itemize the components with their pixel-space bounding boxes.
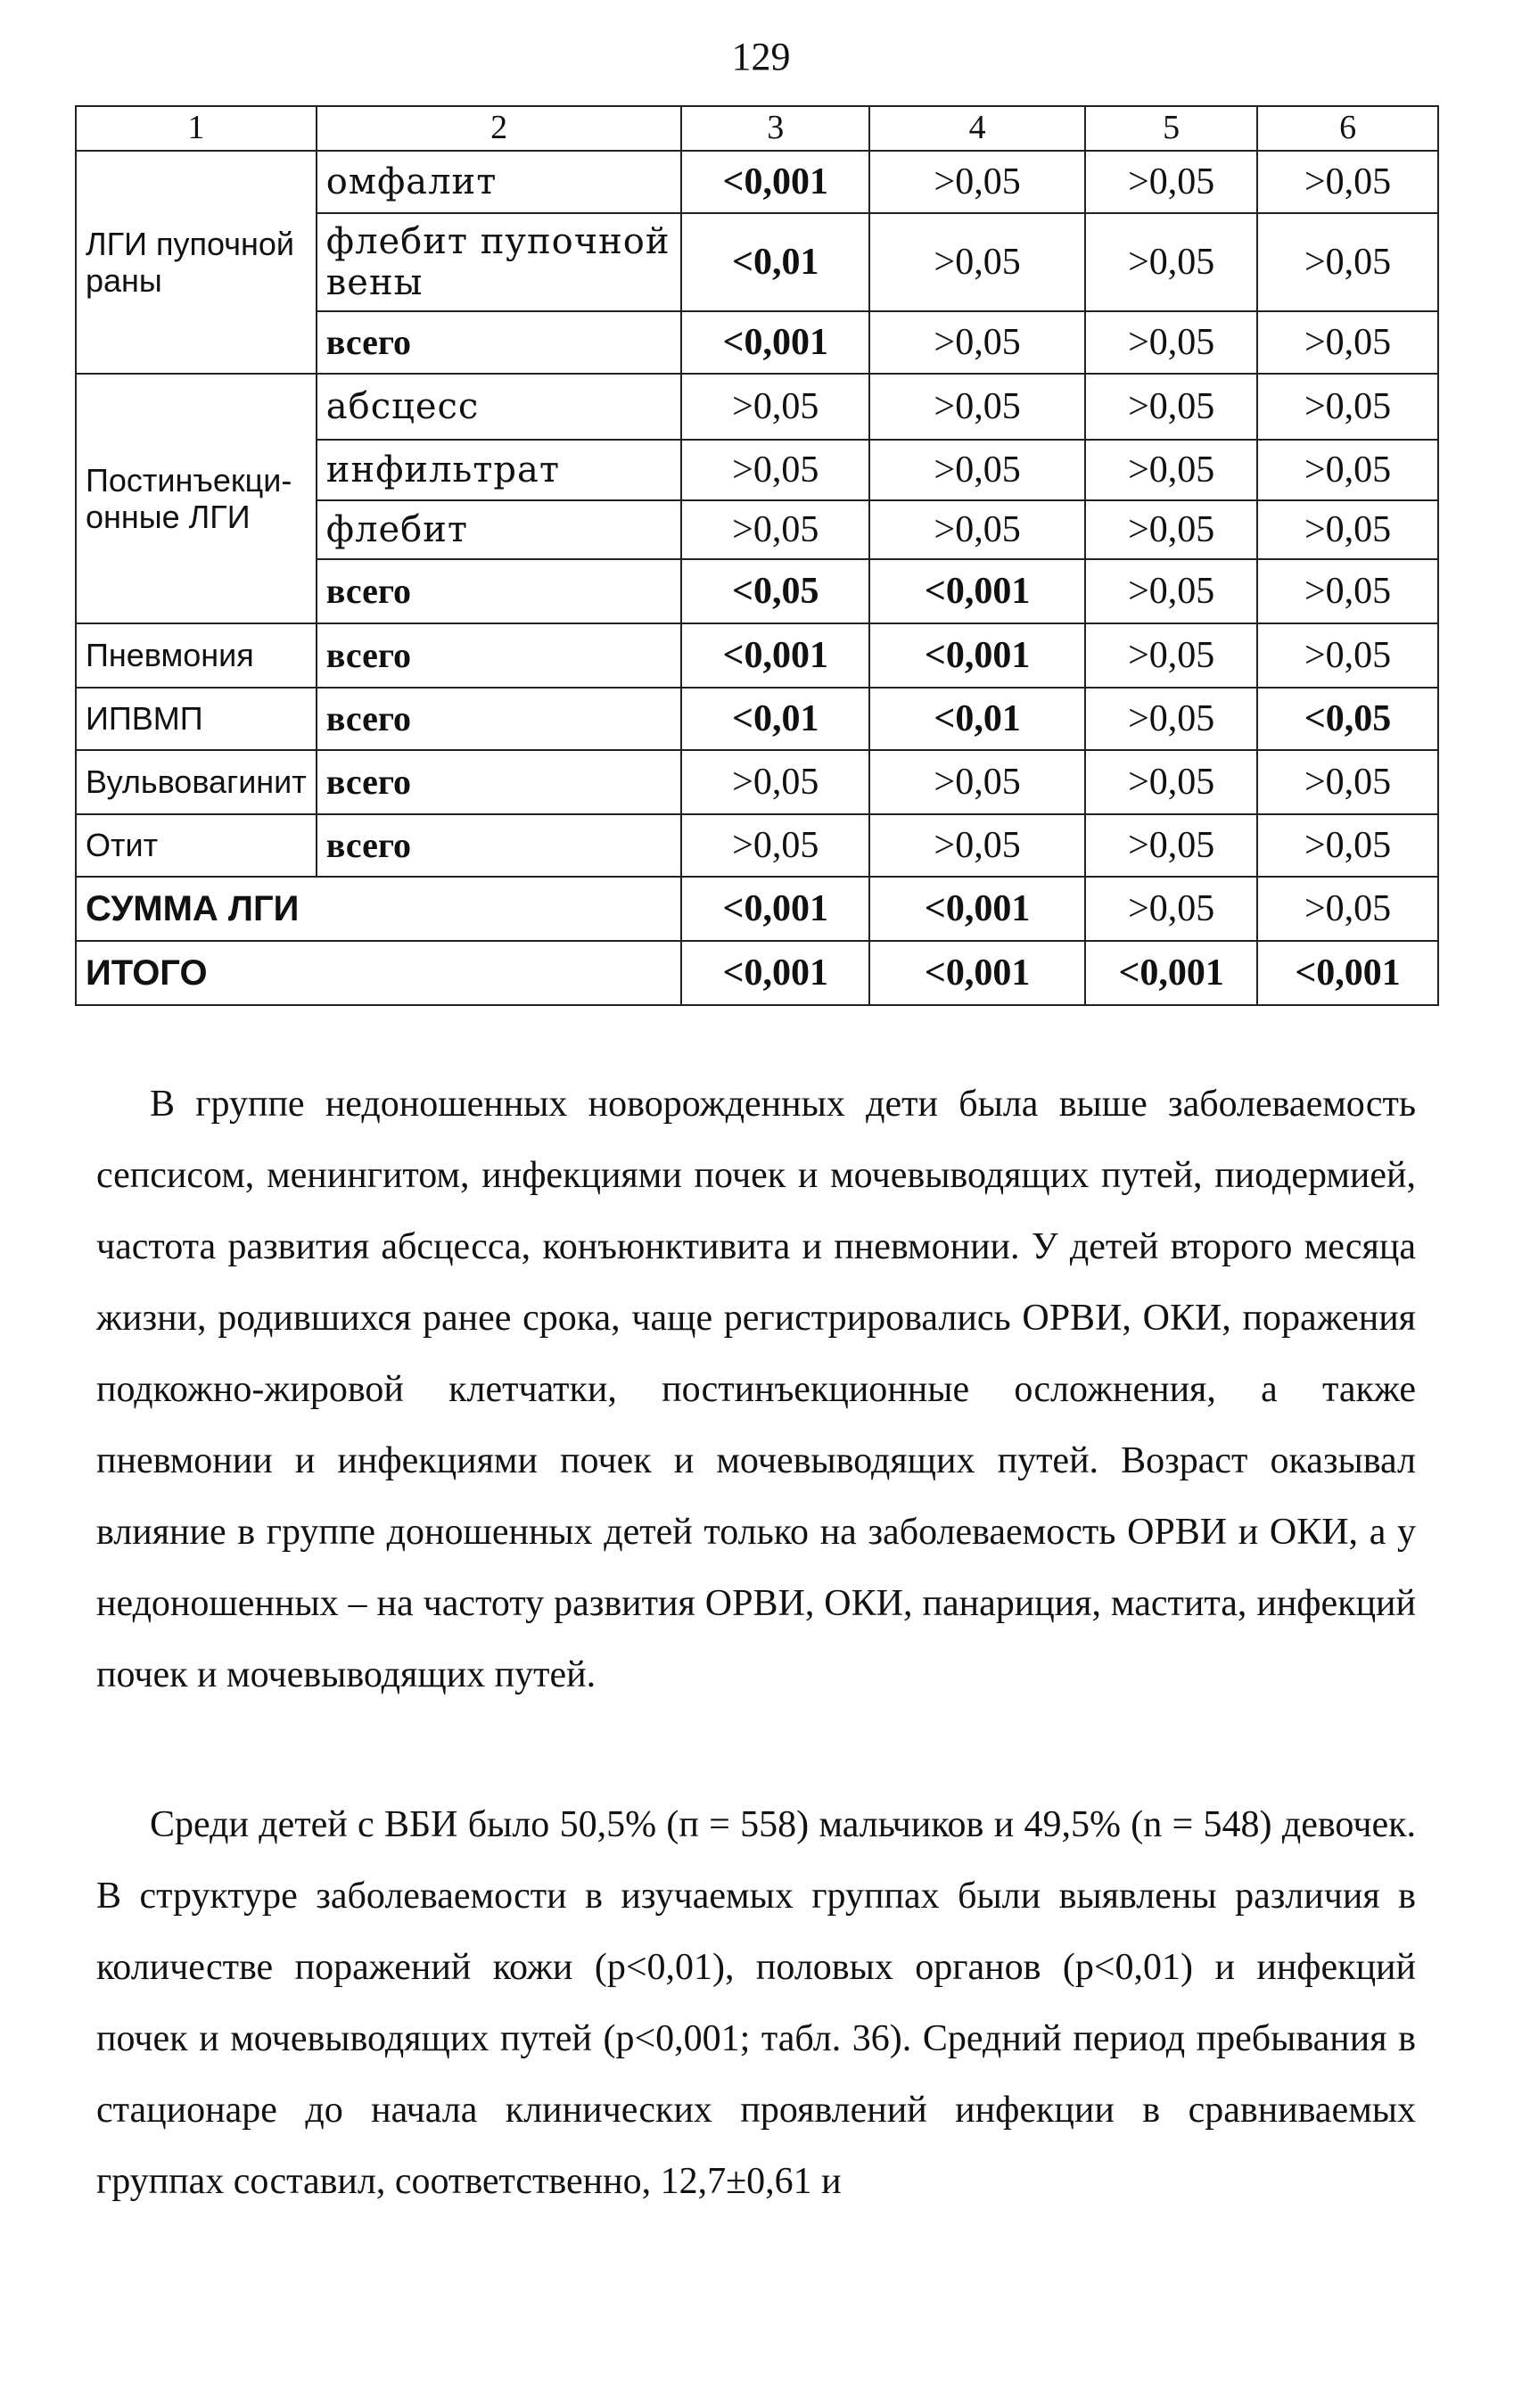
value-cell: >0,05 [1257,374,1438,440]
value-cell: >0,05 [1257,500,1438,559]
value-cell: >0,05 [1257,213,1438,311]
value-cell: <0,01 [681,688,869,750]
value-cell: >0,05 [869,374,1085,440]
value-cell: <0,001 [681,877,869,941]
subgroup-label: флебит [317,500,682,559]
value-cell: <0,001 [681,941,869,1005]
value-cell: <0,001 [869,941,1085,1005]
paragraph: Среди детей с ВБИ было 50,5% (п = 558) мальчиков и 49,5% (n = 548) девочек. В структуре заболеваемости в изучаемых группах были выявлены различия в количестве поражений кожи (р<0,01), половых органов (р<0,01) и инфекций почек и мочевыводящих путей (р<0,001; табл. 36). Средний период пребывания в стационаре до начала клинических проявлений инфекции в сравниваемых группах составил, соответственно, 12,7±0,61 и [96,1804,1416,2202]
header-cell: 1 [76,106,317,151]
subgroup-label: флебит пупочной вены [317,213,682,311]
group-label-pneumonia: Пневмония [76,623,317,688]
table-row [76,941,1438,1005]
value-cell: >0,05 [1085,750,1257,814]
value-cell: >0,05 [1085,311,1257,374]
subgroup-label: всего [317,559,682,623]
value-cell: <0,01 [869,688,1085,750]
header-cell: 5 [1085,106,1257,151]
table-row [76,151,1438,213]
value-cell: >0,05 [681,814,869,877]
sum-label: СУММА ЛГИ [76,877,681,941]
value-cell: >0,05 [1085,151,1257,213]
subgroup-label: абсцесс [317,374,682,440]
value-cell: >0,05 [1085,500,1257,559]
value-cell: <0,001 [681,311,869,374]
value-cell: <0,05 [681,559,869,623]
paragraph-block [96,1789,1416,2217]
table-row [76,623,1438,688]
value-cell: >0,05 [1085,877,1257,941]
value-cell: >0,05 [681,750,869,814]
value-cell: >0,05 [869,213,1085,311]
value-cell: >0,05 [869,151,1085,213]
table-header-row [76,106,1438,151]
value-cell: >0,05 [869,440,1085,500]
value-cell: >0,05 [1085,623,1257,688]
subgroup-label: инфильтрат [317,440,682,500]
value-cell: <0,001 [869,559,1085,623]
value-cell: >0,05 [681,440,869,500]
value-cell: <0,05 [1257,688,1438,750]
value-cell: <0,001 [1257,941,1438,1005]
value-cell: >0,05 [869,814,1085,877]
subgroup-label: всего [317,623,682,688]
value-cell: <0,001 [681,623,869,688]
table-row [76,688,1438,750]
value-cell: >0,05 [681,374,869,440]
page-number: 129 [731,35,791,78]
value-cell: >0,05 [1257,311,1438,374]
header-cell: 6 [1257,106,1438,151]
group-label-ipvmp: ИПВМП [76,688,317,750]
paragraph-block [96,1068,1416,1711]
value-cell: <0,001 [1085,941,1257,1005]
subgroup-label: всего [317,814,682,877]
value-cell: >0,05 [681,500,869,559]
header-cell: 2 [317,106,682,151]
subgroup-label: омфалит [317,151,682,213]
value-cell: >0,05 [1257,623,1438,688]
value-cell: >0,05 [1257,814,1438,877]
value-cell: >0,05 [869,311,1085,374]
subgroup-label: всего [317,311,682,374]
group-label-vulvovaginitis: Вульвовагинит [76,750,317,814]
value-cell: <0,001 [869,877,1085,941]
value-cell: >0,05 [1085,213,1257,311]
value-cell: <0,001 [869,623,1085,688]
table-row [76,750,1438,814]
table-row [76,814,1438,877]
value-cell: >0,05 [869,500,1085,559]
value-cell: <0,01 [681,213,869,311]
group-label-postinjection: Постинъекци-онные ЛГИ [76,374,317,623]
value-cell: >0,05 [1257,877,1438,941]
header-cell: 3 [681,106,869,151]
paragraph: В группе недоношенных новорожденных дети была выше заболеваемость сепсисом, менингитом, инфекциями почек и мочевыводящих путей, пиодермией, частота развития абсцесса, конъюнктивита и пневмонии. У детей второго месяца жизни, родившихся ранее срока, чаще регистрировались ОРВИ, ОКИ, поражения подкожно-жировой клетчатки, постинъекционные осложнения, а также пневмонии и инфекциями почек и мочевыводящих путей. Возраст оказывал влияние в группе доношенных детей только на заболеваемость ОРВИ и ОКИ, а у недоношенных – на частоту развития ОРВИ, ОКИ, панариция, мастита, инфекций почек и мочевыводящих путей. [96,1084,1416,1695]
value-cell: >0,05 [1257,151,1438,213]
table-row [76,374,1438,440]
value-cell: >0,05 [1085,814,1257,877]
value-cell: >0,05 [1085,440,1257,500]
statistics-table [75,105,1439,1006]
value-cell: >0,05 [1085,559,1257,623]
value-cell: >0,05 [1257,750,1438,814]
subgroup-label: всего [317,750,682,814]
value-cell: >0,05 [1257,559,1438,623]
header-cell: 4 [869,106,1085,151]
group-label-umbilical: ЛГИ пупочной раны [76,151,317,374]
group-label-otitis: Отит [76,814,317,877]
value-cell: >0,05 [869,750,1085,814]
value-cell: <0,001 [681,151,869,213]
table-row [76,877,1438,941]
value-cell: >0,05 [1257,440,1438,500]
subgroup-label: всего [317,688,682,750]
value-cell: >0,05 [1085,374,1257,440]
value-cell: >0,05 [1085,688,1257,750]
total-label: ИТОГО [76,941,681,1005]
